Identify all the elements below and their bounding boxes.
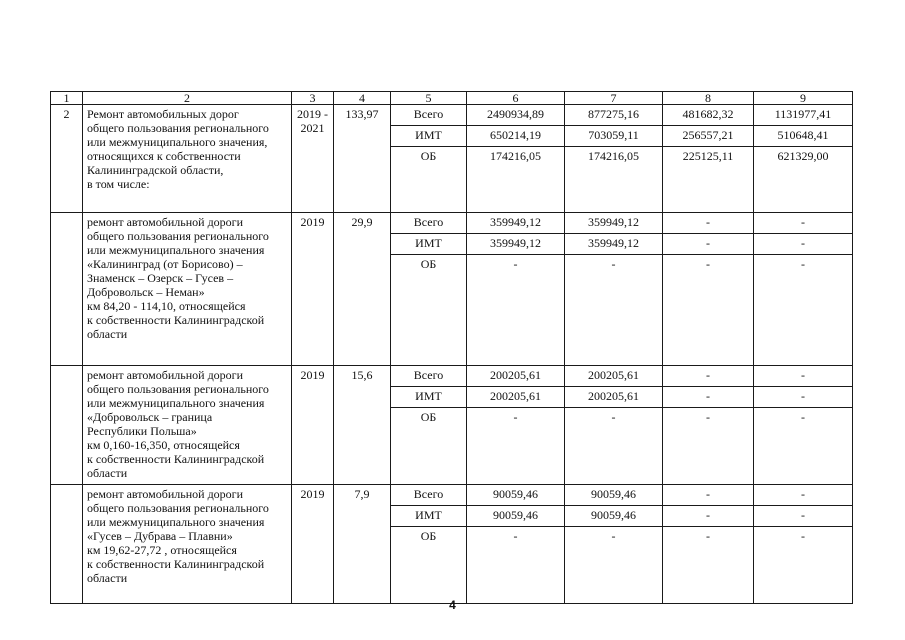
funding-source-cell: ОБ xyxy=(391,527,467,604)
value-cell: - xyxy=(754,234,853,255)
row-number-cell xyxy=(51,213,83,366)
length-cell: 29,9 xyxy=(334,213,391,366)
col-number-cell: 8 xyxy=(663,92,754,105)
value-cell: 200205,61 xyxy=(467,366,565,387)
row-number-cell xyxy=(51,485,83,604)
value-cell: 703059,11 xyxy=(565,126,663,147)
value-cell: - xyxy=(754,213,853,234)
funding-source-cell: Всего xyxy=(391,213,467,234)
length-cell: 7,9 xyxy=(334,485,391,604)
value-cell: - xyxy=(663,366,754,387)
years-cell: 2019 xyxy=(292,213,334,366)
table-row xyxy=(51,485,853,506)
years-cell: 2019 xyxy=(292,485,334,604)
value-cell: - xyxy=(754,366,853,387)
value-cell: 200205,61 xyxy=(467,387,565,408)
value-cell: - xyxy=(565,255,663,366)
value-cell: - xyxy=(663,485,754,506)
financing-table xyxy=(50,91,853,604)
row-number-cell: 2 xyxy=(51,105,83,213)
value-cell: 90059,46 xyxy=(565,506,663,527)
value-cell: 510648,41 xyxy=(754,126,853,147)
value-cell: 359949,12 xyxy=(565,234,663,255)
funding-source-cell: ИМТ xyxy=(391,126,467,147)
value-cell: - xyxy=(467,255,565,366)
value-cell: - xyxy=(467,408,565,485)
funding-source-cell: ИМТ xyxy=(391,234,467,255)
value-cell: - xyxy=(663,527,754,604)
years-cell: 2019 xyxy=(292,366,334,485)
col-number-cell: 9 xyxy=(754,92,853,105)
funding-source-cell: ОБ xyxy=(391,147,467,213)
value-cell: 90059,46 xyxy=(565,485,663,506)
col-number-cell: 2 xyxy=(83,92,292,105)
funding-source-cell: ИМТ xyxy=(391,387,467,408)
value-cell: - xyxy=(663,506,754,527)
value-cell: - xyxy=(754,485,853,506)
value-cell: 90059,46 xyxy=(467,485,565,506)
row-number-cell xyxy=(51,366,83,485)
value-cell: 877275,16 xyxy=(565,105,663,126)
funding-source-cell: ИМТ xyxy=(391,506,467,527)
funding-source-cell: Всего xyxy=(391,366,467,387)
value-cell: 256557,21 xyxy=(663,126,754,147)
description-cell: Ремонт автомобильных дорог общего пользования регионального или межмуниципального значения, относящихся к собственности Калининградской области, в том числе: xyxy=(83,105,292,213)
value-cell: - xyxy=(663,408,754,485)
value-cell: 621329,00 xyxy=(754,147,853,213)
col-number-cell: 4 xyxy=(334,92,391,105)
value-cell: 200205,61 xyxy=(565,387,663,408)
description-cell: ремонт автомобильной дороги общего пользования регионального или межмуниципального значения «Гусев – Дубрава – Плавни» км 19,62-27,72 , относящейся к собственности Калининградской области xyxy=(83,485,292,604)
column-number-row xyxy=(51,92,853,105)
value-cell: 174216,05 xyxy=(467,147,565,213)
value-cell: 200205,61 xyxy=(565,366,663,387)
value-cell: - xyxy=(565,408,663,485)
col-number-cell: 1 xyxy=(51,92,83,105)
value-cell: - xyxy=(663,213,754,234)
funding-source-cell: Всего xyxy=(391,105,467,126)
value-cell: - xyxy=(754,506,853,527)
description-cell: ремонт автомобильной дороги общего пользования регионального или межмуниципального значения «Добровольск – граница Республики Польша» км 0,160-16,350, относящейся к собственности Калининградской области xyxy=(83,366,292,485)
table-row xyxy=(51,105,853,126)
funding-source-cell: ОБ xyxy=(391,255,467,366)
value-cell: 359949,12 xyxy=(467,234,565,255)
description-cell: ремонт автомобильной дороги общего пользования регионального или межмуниципального значения «Калининград (от Борисово) – Знаменск – Озерск – Гусев – Добровольск – Неман» км 84,20 - 114,10, относящейся к собственности Калининградской области xyxy=(83,213,292,366)
value-cell: - xyxy=(467,527,565,604)
value-cell: - xyxy=(754,255,853,366)
table-row xyxy=(51,213,853,234)
col-number-cell: 7 xyxy=(565,92,663,105)
value-cell: - xyxy=(754,387,853,408)
value-cell: 359949,12 xyxy=(467,213,565,234)
col-number-cell: 6 xyxy=(467,92,565,105)
value-cell: 359949,12 xyxy=(565,213,663,234)
table-row xyxy=(51,366,853,387)
value-cell: 2490934,89 xyxy=(467,105,565,126)
years-cell: 2019 - 2021 xyxy=(292,105,334,213)
col-number-cell: 3 xyxy=(292,92,334,105)
value-cell: - xyxy=(663,234,754,255)
value-cell: - xyxy=(754,527,853,604)
value-cell: 650214,19 xyxy=(467,126,565,147)
value-cell: 481682,32 xyxy=(663,105,754,126)
value-cell: - xyxy=(754,408,853,485)
length-cell: 15,6 xyxy=(334,366,391,485)
length-cell: 133,97 xyxy=(334,105,391,213)
value-cell: - xyxy=(565,527,663,604)
page-number: 4 xyxy=(449,598,456,612)
value-cell: - xyxy=(663,255,754,366)
funding-source-cell: Всего xyxy=(391,485,467,506)
value-cell: 174216,05 xyxy=(565,147,663,213)
value-cell: 90059,46 xyxy=(467,506,565,527)
col-number-cell: 5 xyxy=(391,92,467,105)
funding-source-cell: ОБ xyxy=(391,408,467,485)
value-cell: 225125,11 xyxy=(663,147,754,213)
value-cell: - xyxy=(663,387,754,408)
value-cell: 1131977,41 xyxy=(754,105,853,126)
